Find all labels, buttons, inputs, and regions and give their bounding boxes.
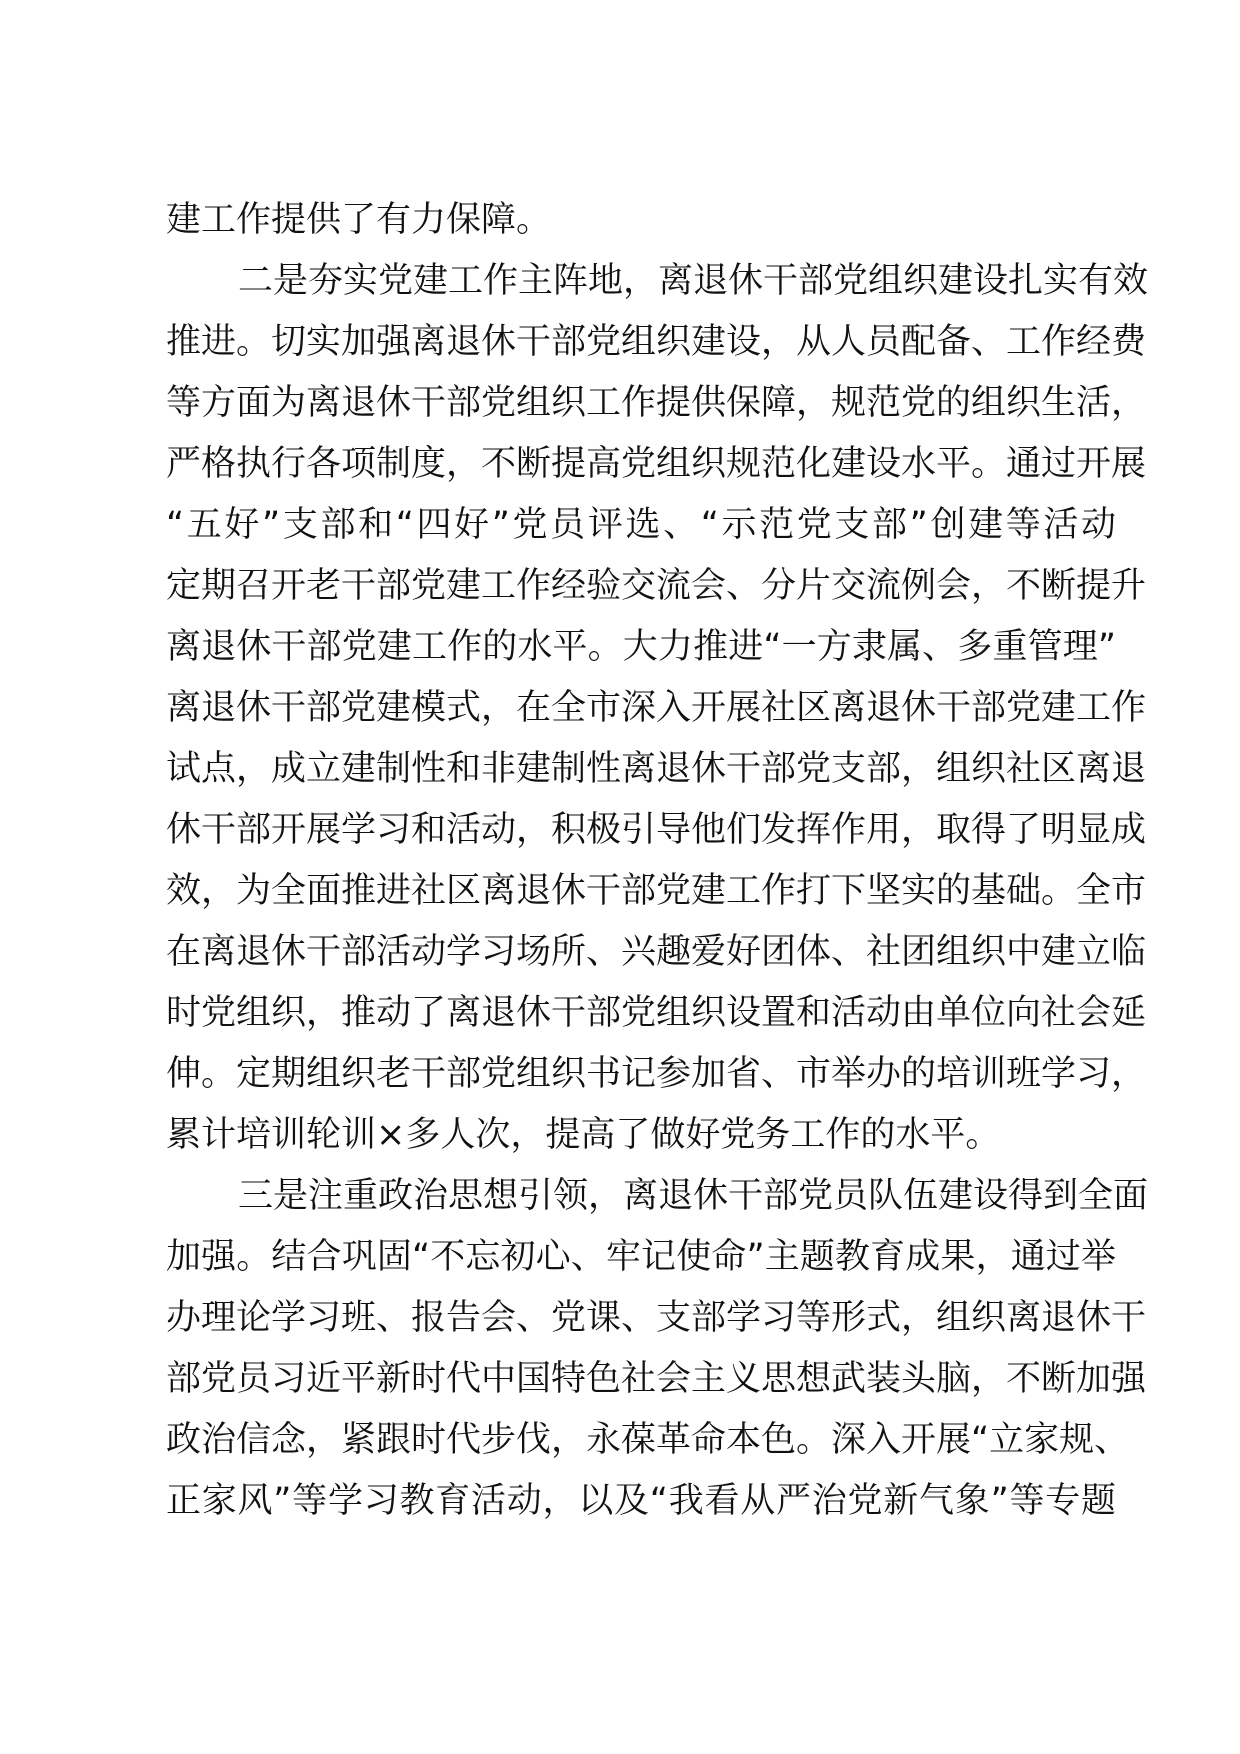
text-line: 严格执行各项制度，不断提高党组织规范化建设水平。通过开展: [166, 444, 1147, 484]
text-line: 办理论学习班、报告会、党课、支部学习等形式，组织离退休干: [166, 1298, 1147, 1338]
text-line: 效，为全面推进社区离退休干部党建工作打下坚实的基础。全市: [166, 871, 1147, 911]
text-line: 建工作提供了有力保障。: [166, 200, 552, 240]
text-line: 政治信念，紧跟时代步伐，永葆革命本色。深入开展“立家规、: [166, 1420, 1130, 1460]
text-line: 时党组织，推动了离退休干部党组织设置和活动由单位向社会延: [166, 993, 1147, 1033]
text-line: 加强。结合巩固“不忘初心、牢记使命”主题教育成果，通过举: [166, 1237, 1116, 1277]
text-line: 休干部开展学习和活动，积极引导他们发挥作用，取得了明显成: [166, 810, 1147, 850]
body-text: [166, 190, 1149, 1532]
paragraph-start-line: 三是注重政治思想引领，离退休干部党员队伍建设得到全面: [238, 1176, 1149, 1216]
text-line: “五好”支部和“四好”党员评选、“示范党支部”创建等活动: [166, 505, 1116, 545]
text-line: 推进。切实加强离退休干部党组织建设，从人员配备、工作经费: [166, 322, 1147, 362]
text-line: 累计培训轮训×多人次，提高了做好党务工作的水平。: [166, 1115, 1001, 1155]
text-line: 离退休干部党建工作的水平。大力推进“一方隶属、多重管理”: [166, 627, 1116, 667]
text-line: 在离退休干部活动学习场所、兴趣爱好团体、社团组织中建立临: [166, 932, 1147, 972]
text-line: 试点，成立建制性和非建制性离退休干部党支部，组织社区离退: [166, 749, 1147, 789]
text-line: 离退休干部党建模式，在全市深入开展社区离退休干部党建工作: [166, 688, 1147, 728]
text-line: 等方面为离退休干部党组织工作提供保障，规范党的组织生活，: [166, 383, 1147, 423]
text-line: 部党员习近平新时代中国特色社会主义思想武装头脑，不断加强: [166, 1359, 1147, 1399]
text-line: 伸。定期组织老干部党组织书记参加省、市举办的培训班学习，: [166, 1054, 1147, 1094]
text-line: 定期召开老干部党建工作经验交流会、分片交流例会，不断提升: [166, 566, 1147, 606]
paragraph-start-line: 二是夯实党建工作主阵地，离退休干部党组织建设扎实有效: [238, 261, 1149, 301]
text-line: 正家风”等学习教育活动，以及“我看从严治党新气象”等专题: [166, 1481, 1116, 1521]
